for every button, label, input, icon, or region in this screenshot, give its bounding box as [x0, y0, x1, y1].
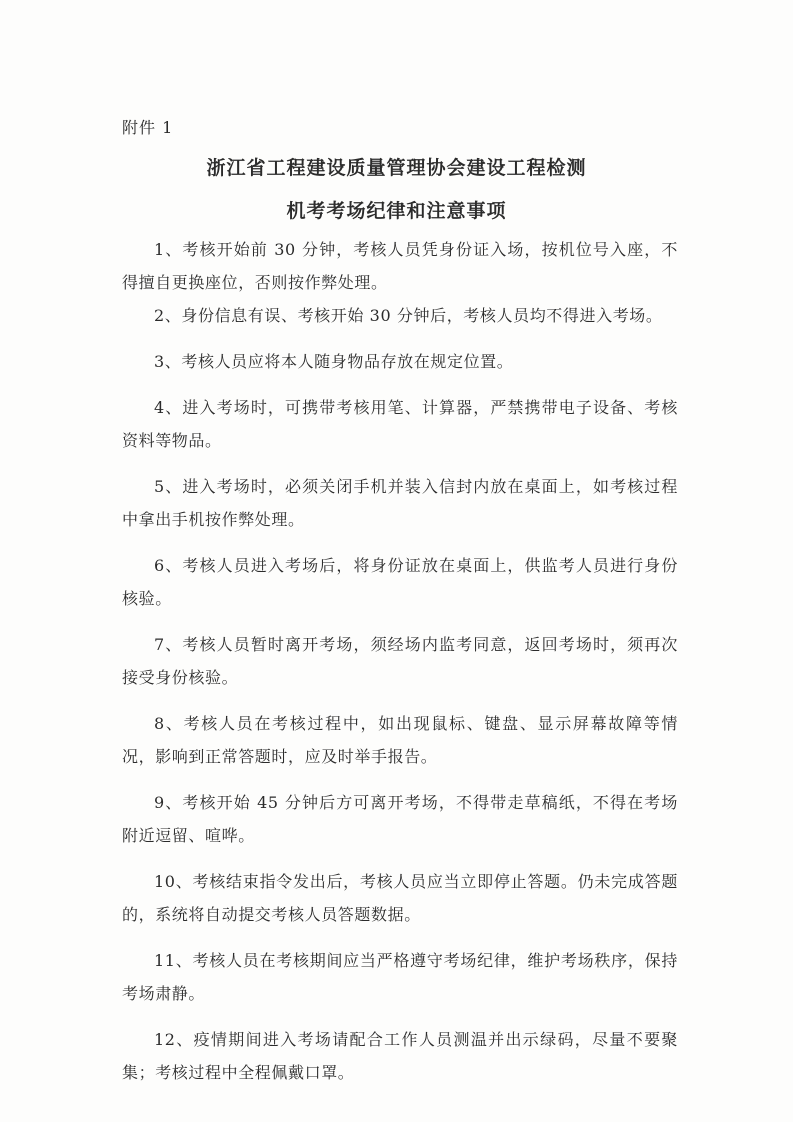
rule-item: 2、身份信息有误、考核开始 30 分钟后，考核人员均不得进入考场。 — [154, 306, 663, 325]
rule-item: 3、考核人员应将本人随身物品存放在规定位置。 — [154, 352, 514, 371]
rule-item: 9、考核开始 45 分钟后方可离开考场，不得带走草稿纸，不得在考场附近逗留、喧哗。 — [122, 793, 678, 845]
rule-item: 7、考核人员暂时离开考场，须经场内监考同意，返回考场时，须再次接受身份核验。 — [122, 635, 678, 687]
rule-item: 4、进入考场时，可携带考核用笔、计算器，严禁携带电子设备、考核资料等物品。 — [122, 398, 678, 450]
attachment-label: 附件 1 — [122, 118, 174, 137]
rule-item: 6、考核人员进入考场后，将身份证放在桌面上，供监考人员进行身份核验。 — [122, 556, 678, 608]
rule-item: 10、考核结束指令发出后，考核人员应当立即停止答题。仍未完成答题的，系统将自动提交考核人员答题数据。 — [122, 872, 678, 924]
document-title-line-1: 浙江省工程建设质量管理协会建设工程检测 — [206, 157, 587, 179]
rule-item: 1、考核开始前 30 分钟，考核人员凭身份证入场，按机位号入座，不得擅自更换座位，否则按作弊处理。 — [122, 240, 678, 292]
rule-item: 11、考核人员在考核期间应当严格遵守考场纪律，维护考场秩序，保持考场肃静。 — [122, 951, 678, 1003]
document-title-line-2: 机考考场纪律和注意事项 — [286, 200, 507, 222]
rule-item: 12、疫情期间进入考场请配合工作人员测温并出示绿码，尽量不要聚集；考核过程中全程佩戴口罩。 — [122, 1030, 678, 1082]
rule-item: 5、进入考场时，必须关闭手机并装入信封内放在桌面上，如考核过程中拿出手机按作弊处理。 — [122, 477, 678, 529]
rule-item: 8、考核人员在考核过程中，如出现鼠标、键盘、显示屏幕故障等情况，影响到正常答题时，应及时举手报告。 — [122, 714, 678, 766]
rules-list — [122, 233, 678, 1102]
